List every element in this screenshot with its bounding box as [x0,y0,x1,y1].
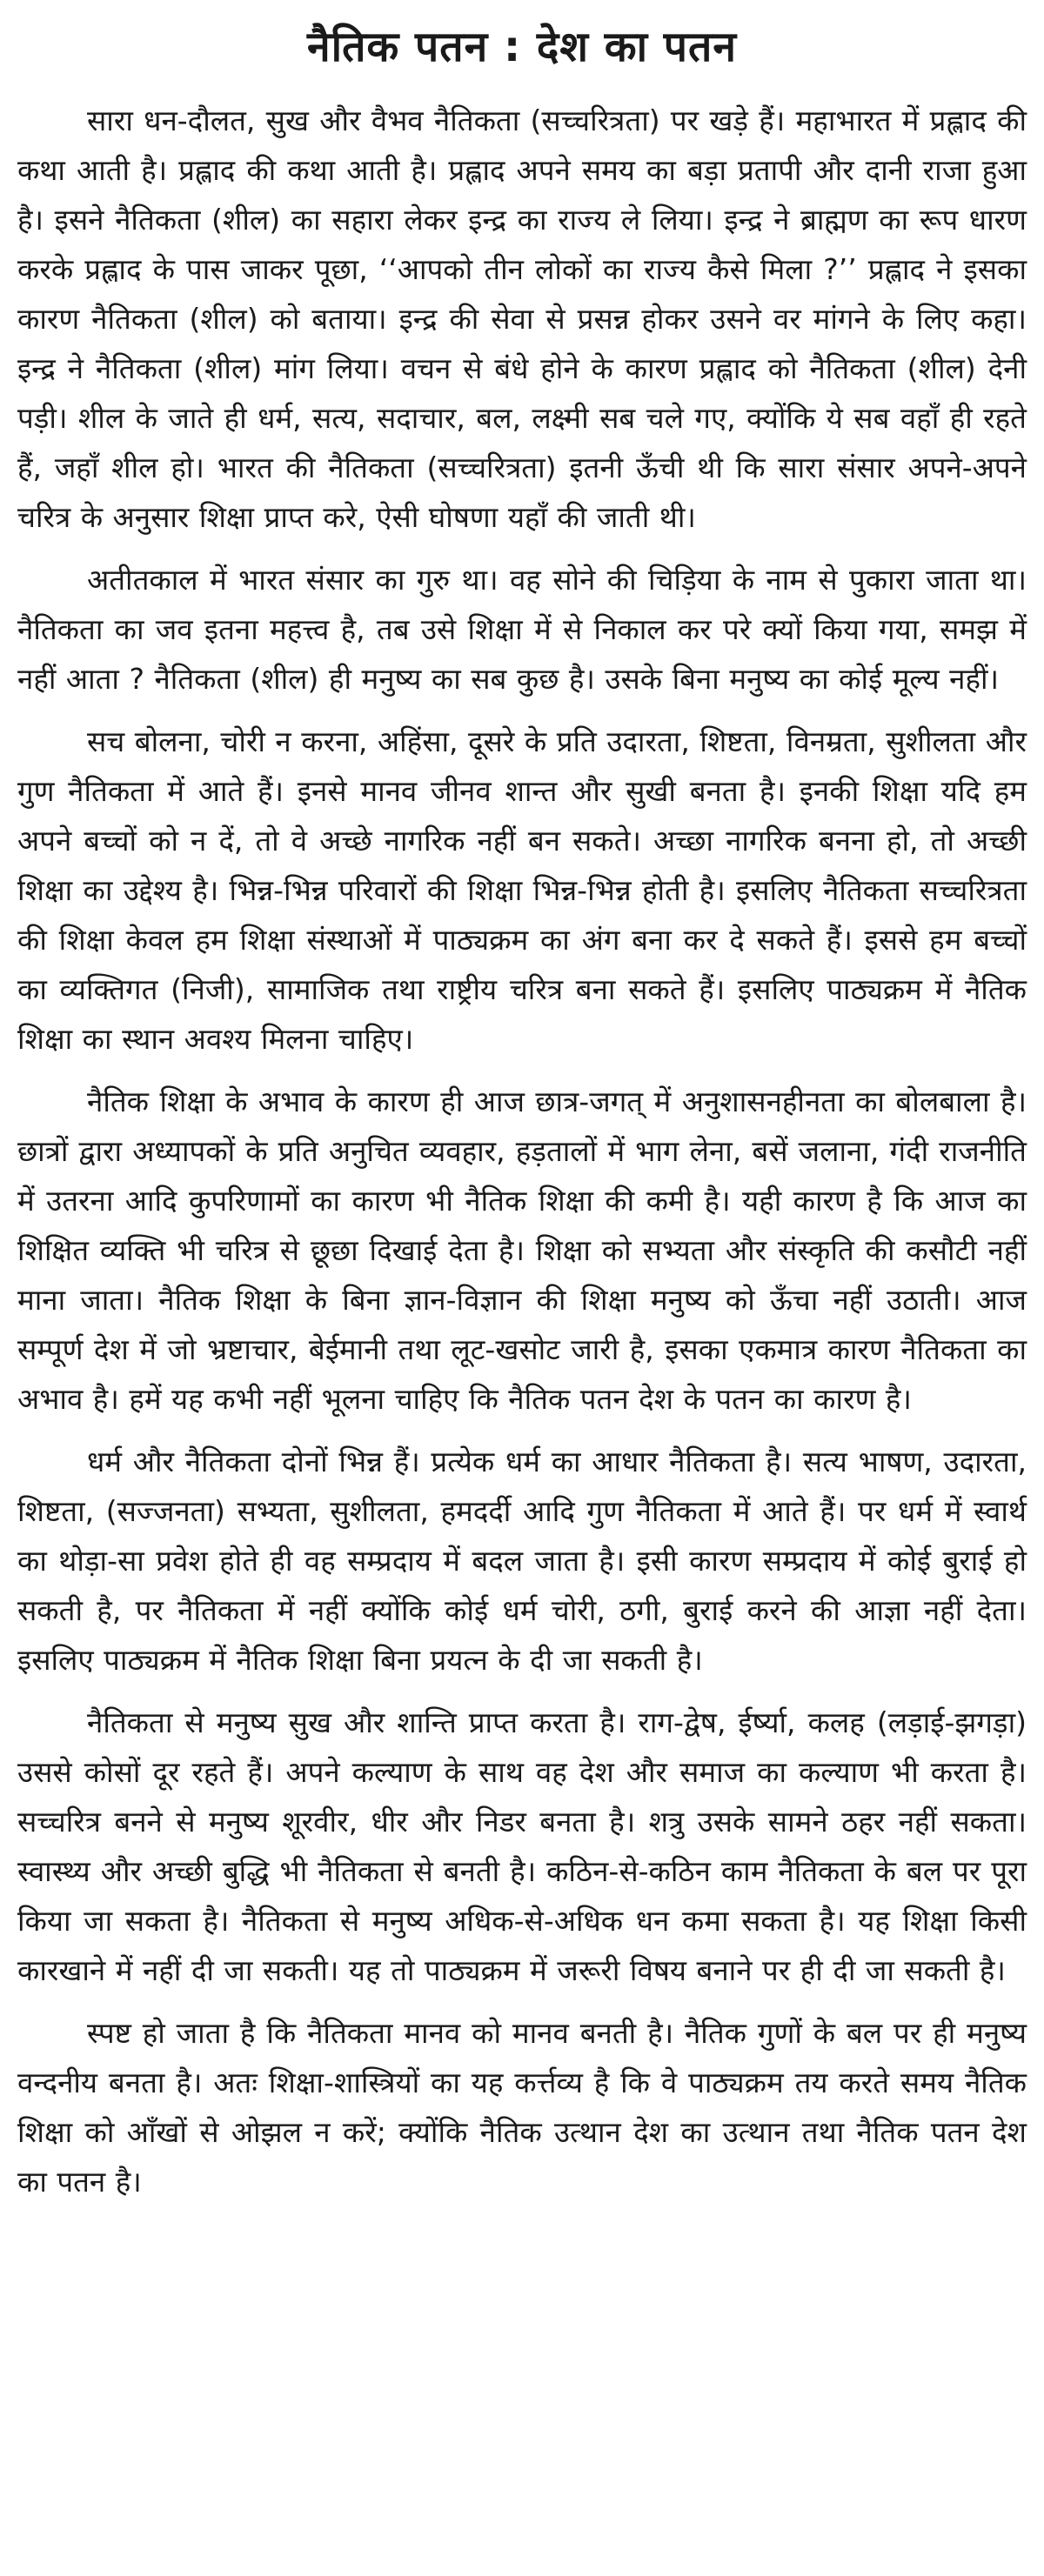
paragraph-3: सच बोलना, चोरी न करना, अहिंसा, दूसरे के प्रति उदारता, शिष्टता, विनम्रता, सुशीलता और गुण नैतिकता में आते हैं। इनसे मानव जीनव शान्त और सुखी बनता है। इनकी शिक्षा यदि हम अपने बच्चों को न दें, तो वे अच्छे नागरिक नहीं बन सकते। अच्छा नागरिक बनना हो, तो अच्छी शिक्षा का उद्देश्य है। भिन्न-भिन्न परिवारों की शिक्षा भिन्न-भिन्न होती है। इसलिए नैतिकता सच्चरित्रता की शिक्षा केवल हम शिक्षा संस्थाओं में पाठ्यक्रम का अंग बना कर दे सकते हैं। इससे हम बच्चों का व्यक्तिगत (निजी), सामाजिक तथा राष्ट्रीय चरित्र बना सकते हैं। इसलिए पाठ्यक्रम में नैतिक शिक्षा का स्थान अवश्य मिलना चाहिए। [17,724,1027,1056]
paragraph-1: सारा धन-दौलत, सुख और वैभव नैतिकता (सच्चरित्रता) पर खड़े हैं। महाभारत में प्रह्लाद की कथा आती है। प्रह्लाद की कथा आती है। प्रह्लाद अपने समय का बड़ा प्रतापी और दानी राजा हुआ है। इसने नैतिकता (शील) का सहारा लेकर इन्द्र का राज्य ले लिया। इन्द्र ने ब्राह्मण का रूप धारण करके प्रह्लाद के पास जाकर पूछा, ‘‘आपको तीन लोकों का राज्य कैसे मिला ?’’ प्रह्लाद ने इसका कारण नैतिकता (शील) को बताया। इन्द्र की सेवा से प्रसन्न होकर उसने वर मांगने के लिए कहा। इन्द्र ने नैतिकता (शील) मांग लिया। वचन से बंधे होने के कारण प्रह्लाद को नैतिकता (शील) देनी पड़ी। शील के जाते ही धर्म, सत्य, सदाचार, बल, लक्ष्मी सब चले गए, क्योंकि ये सब वहाँ ही रहते हैं, जहाँ शील हो। भारत की नैतिकता (सच्चरित्रता) इतनी ऊँची थी कि सारा संसार अपने-अपने चरित्र के अनुसार शिक्षा प्राप्त करे, ऐसी घोषणा यहाँ की जाती थी। [17,103,1027,534]
paragraph-2: अतीतकाल में भारत संसार का गुरु था। वह सोने की चिड़िया के नाम से पुकारा जाता था। नैतिकता का जव इतना महत्त्व है, तब उसे शिक्षा में से निकाल कर परे क्यों किया गया, समझ में नहीं आता ? नैतिकता (शील) ही मनुष्य का सब कुछ है। उसके बिना मनुष्य का कोई मूल्य नहीं। [17,563,1027,696]
paragraph-5: धर्म और नैतिकता दोनों भिन्न हैं। प्रत्येक धर्म का आधार नैतिकता है। सत्य भाषण, उदारता, शिष्टता, (सज्जनता) सभ्यता, सुशीलता, हमदर्दी आदि गुण नैतिकता में आते हैं। पर धर्म में स्वार्थ का थोड़ा-सा प्रवेश होते ही वह सम्प्रदाय में बदल जाता है। इसी कारण सम्प्रदाय में कोई बुराई हो सकती है, पर नैतिकता में नहीं क्योंकि कोई धर्म चोरी, ठगी, बुराई करने की आज्ञा नहीं देता। इसलिए पाठ्यक्रम में नैतिक शिक्षा बिना प्रयत्न के दी जा सकती है। [17,1445,1027,1677]
paragraph-6: नैतिकता से मनुष्य सुख और शान्ति प्राप्त करता है। राग-द्वेष, ईर्ष्या, कलह (लड़ाई-झगड़ा) उससे कोसों दूर रहते हैं। अपने कल्याण के साथ वह देश और समाज का कल्याण भी करता है। सच्चरित्र बनने से मनुष्य शूरवीर, धीर और निडर बनता है। शत्रु उसके सामने ठहर नहीं सकता। स्वास्थ्य और अच्छी बुद्धि भी नैतिकता से बनती है। कठिन-से-कठिन काम नैतिकता के बल पर पूरा किया जा सकता है। नैतिकता से मनुष्य अधिक-से-अधिक धन कमा सकता है। यह शिक्षा किसी कारखाने में नहीं दी जा सकती। यह तो पाठ्यक्रम में जरूरी विषय बनाने पर ही दी जा सकती है। [17,1705,1027,1987]
paragraph-7: स्पष्ट हो जाता है कि नैतिकता मानव को मानव बनती है। नैतिक गुणों के बल पर ही मनुष्य वन्दनीय बनता है। अतः शिक्षा-शास्त्रियों का यह कर्त्तव्य है कि वे पाठ्यक्रम तय करते समय नैतिक शिक्षा को आँखों से ओझल न करें; क्योंकि नैतिक उत्थान देश का उत्थान तथा नैतिक पतन देश का पतन है। [17,2016,1027,2199]
paragraph-4: नैतिक शिक्षा के अभाव के कारण ही आज छात्र-जगत् में अनुशासनहीनता का बोलबाला है। छात्रों द्वारा अध्यापकों के प्रति अनुचित व्यवहार, हड़तालों में भाग लेना, बसें जलाना, गंदी राजनीति में उतरना आदि कुपरिणामों का कारण भी नैतिक शिक्षा की कमी है। यही कारण है कि आज का शिक्षित व्यक्ति भी चरित्र से छूछा दिखाई देता है। शिक्षा को सभ्यता और संस्कृति की कसौटी नहीं माना जाता। नैतिक शिक्षा के बिना ज्ञान-विज्ञान की शिक्षा मनुष्य को ऊँचा नहीं उठाती। आज सम्पूर्ण देश में जो भ्रष्टाचार, बेईमानी तथा लूट-खसोट जारी है, इसका एकमात्र कारण नैतिकता का अभाव है। हमें यह कभी नहीं भूलना चाहिए कि नैतिक पतन देश के पतन का कारण है। [17,1084,1027,1416]
essay-page [17,0,1027,2576]
essay-title: नैतिक पतन : देश का पतन [307,23,737,71]
